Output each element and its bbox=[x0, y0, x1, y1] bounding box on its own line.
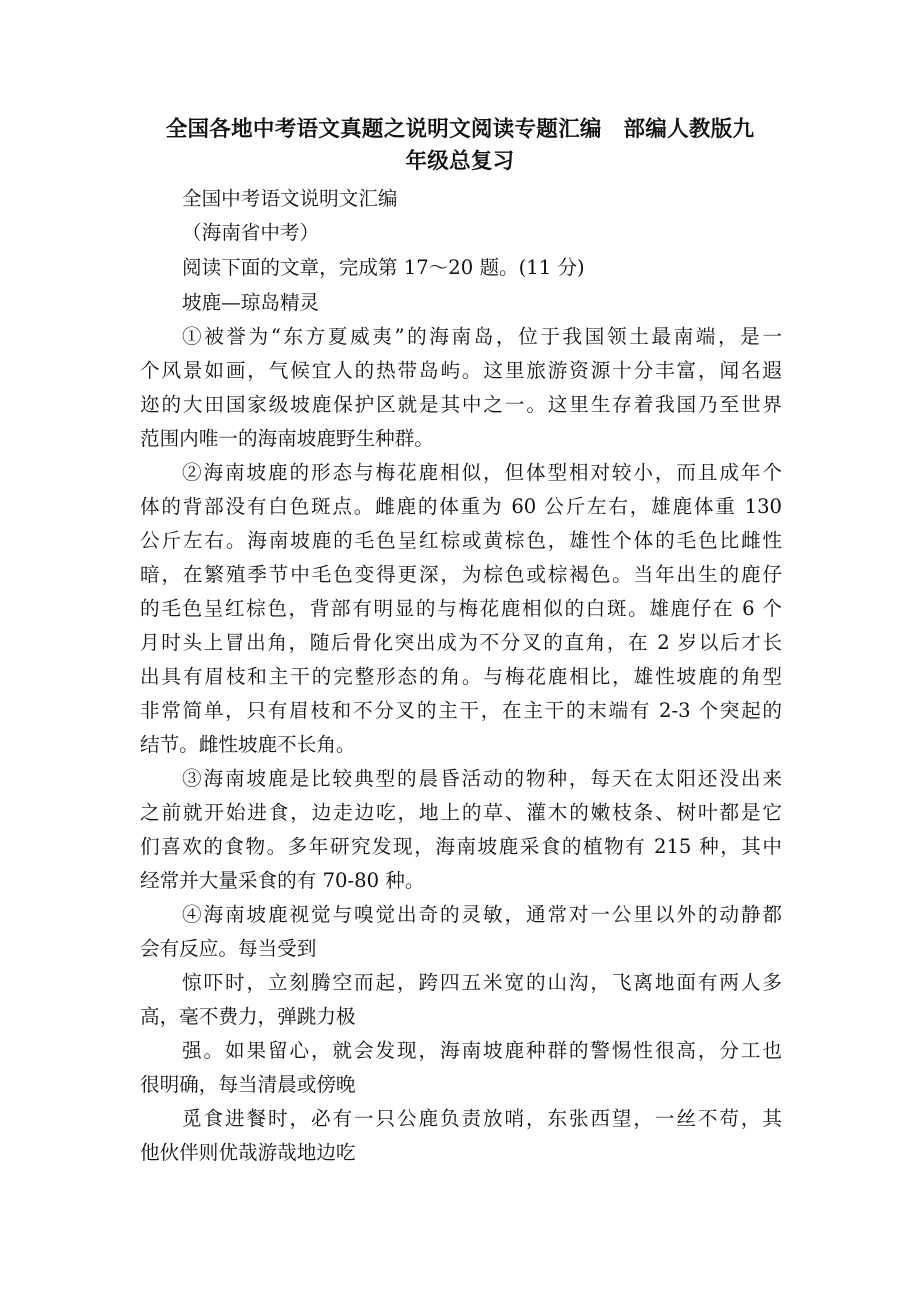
question-instruction: 阅读下面的文章，完成第 17～20 题。(11 分) bbox=[182, 256, 585, 279]
paragraph-2-line: 月时头上冒出角，随后骨化突出成为不分叉的直角，在 2 岁以后才长 bbox=[140, 631, 782, 654]
paragraph-1-line: 范围内唯一的海南坡鹿野生种群。 bbox=[140, 427, 434, 450]
title-line-1: 全国各地中考语文真题之说明文阅读专题汇编 部编人教版九 bbox=[165, 117, 755, 142]
paragraph-2-line: 非常简单，只有眉枝和不分叉的主干，在主干的末端有 2-3 个突起的 bbox=[140, 699, 782, 722]
paragraph-2-line: 体的背部没有白色斑点。雌鹿的体重为 60 公斤左右，雄鹿体重 130 bbox=[140, 495, 782, 518]
paragraph-7-line: 觅食进餐时，必有一只公鹿负责放哨，东张西望，一丝不苟，其 bbox=[182, 1107, 782, 1130]
paragraph-1-line: 个风景如画，气候宜人的热带岛屿。这里旅游资源十分丰富，闻名遐 bbox=[140, 359, 782, 382]
paragraph-7-line: 他伙伴则优哉游哉地边吃 bbox=[140, 1141, 356, 1164]
exam-source: （海南省中考） bbox=[182, 221, 320, 244]
paragraph-4-line: 会有反应。每当受到 bbox=[140, 937, 317, 960]
paragraph-3-line: 经常并大量采食的有 70-80 种。 bbox=[140, 869, 425, 892]
paragraph-5-line: 高，毫不费力，弹跳力极 bbox=[140, 1005, 356, 1028]
article-title: 坡鹿—琼岛精灵 bbox=[182, 291, 320, 314]
title-line-2: 年级总复习 bbox=[405, 149, 515, 174]
paragraph-5-line: 惊吓时，立刻腾空而起，跨四五米宽的山沟，飞离地面有两人多 bbox=[182, 971, 782, 994]
paragraph-3-line: 之前就开始进食，边走边吃，地上的草、灌木的嫩枝条、树叶都是它 bbox=[140, 801, 782, 824]
paragraph-2-line: 结节。雌性坡鹿不长角。 bbox=[140, 733, 356, 756]
paragraph-2-line: 的毛色呈红棕色，背部有明显的与梅花鹿相似的白斑。雄鹿仔在 6 个 bbox=[140, 597, 782, 620]
paragraph-4-line: ④海南坡鹿视觉与嗅觉出奇的灵敏，通常对一公里以外的动静都 bbox=[182, 903, 782, 926]
paragraph-2-line: 出具有眉枝和主干的完整形态的角。与梅花鹿相比，雄性坡鹿的角型 bbox=[140, 665, 782, 688]
section-heading: 全国中考语文说明文汇编 bbox=[182, 187, 398, 210]
paragraph-1-line: 迩的大田国家级坡鹿保护区就是其中之一。这里生存着我国乃至世界 bbox=[140, 393, 782, 416]
paragraph-2-line: 公斤左右。海南坡鹿的毛色呈红棕或黄棕色，雄性个体的毛色比雌性 bbox=[140, 529, 782, 552]
paragraph-2-line: 暗，在繁殖季节中毛色变得更深，为棕色或棕褐色。当年出生的鹿仔 bbox=[140, 563, 782, 586]
paragraph-6-line: 强。如果留心，就会发现，海南坡鹿种群的警惕性很高，分工也 bbox=[182, 1039, 782, 1062]
paragraph-1-line: ①被誉为“东方夏威夷”的海南岛，位于我国领土最南端，是一 bbox=[182, 325, 782, 348]
document-title bbox=[140, 114, 780, 178]
paragraph-2-line: ②海南坡鹿的形态与梅花鹿相似，但体型相对较小，而且成年个 bbox=[182, 461, 782, 484]
paragraph-3-line: ③海南坡鹿是比较典型的晨昏活动的物种，每天在太阳还没出来 bbox=[182, 767, 782, 790]
paragraph-6-line: 很明确，每当清晨或傍晚 bbox=[140, 1073, 356, 1096]
paragraph-3-line: 们喜欢的食物。多年研究发现，海南坡鹿采食的植物有 215 种，其中 bbox=[140, 835, 782, 858]
